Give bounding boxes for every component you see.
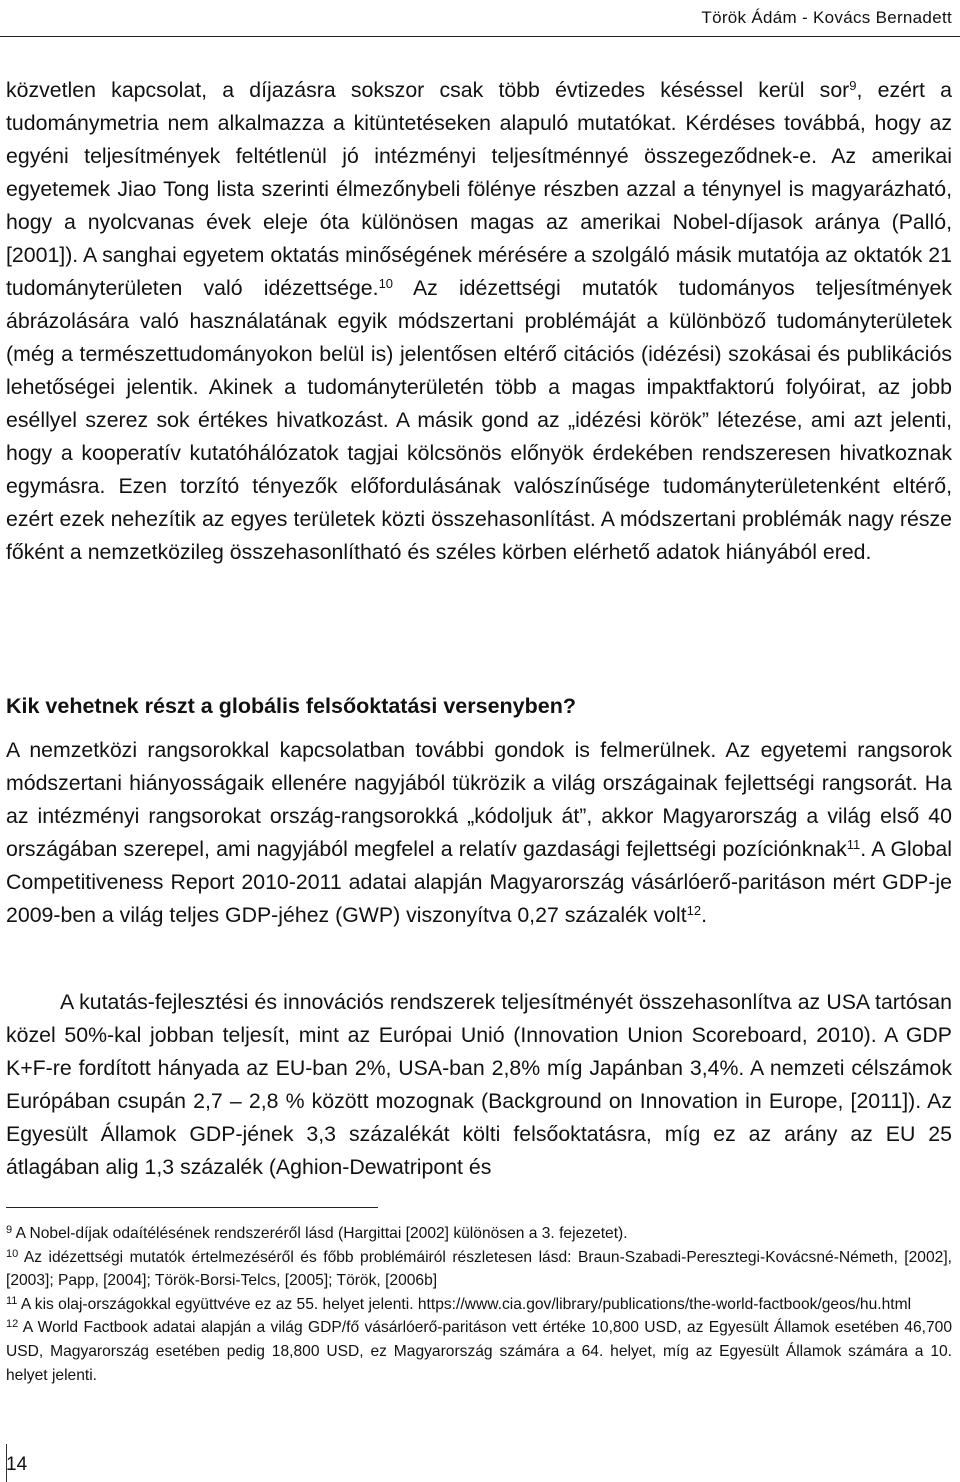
paragraph-text: , ezért a tudománymetria nem alkalmazza a kitüntetéseken alapuló mutatókat. Kérdéses továbbá, hogy az egyéni teljesítmények feltétlenül jó intézményi teljesítménnyé összegeződnek-e. Az amerikai egyetemek Jiao Tong lista szerinti élmezőnybeli fölénye részben azzal a ténynyel is magyarázható, hogy a nyolcvanas évek eleje óta különösen magas az amerikai Nobel-díjasok aránya (Palló, [2001]). A sanghai egyetem oktatás minőségének mérésére a szolgáló másik mutatója az oktatók 21 tudományterületen való idézettsége.: [6, 78, 952, 300]
footnote-number: 11: [6, 1294, 18, 1307]
footnote-text[interactable]: A kis olaj-országokkal együttvéve ez az 55. helyet jelenti. https://www.cia.gov/library/publications/the-world-factbook/geos/hu.html: [17, 1295, 912, 1313]
paragraph-text: . A Global Competitiveness Report 2010-2011 adatai alapján Magyarország vásárlóerő-paritáson mért GDP-je 2009-ben a világ teljes GDP-jéhez (GWP) viszonyítva 0,27 százalék volt: [6, 837, 953, 927]
footnote-number: 9: [6, 1224, 13, 1236]
footnote-ref-10[interactable]: 10: [378, 276, 394, 291]
body-paragraph-1: [6, 74, 952, 569]
footnote-ref-11[interactable]: 11: [846, 837, 861, 852]
page-number: 14: [6, 1454, 28, 1475]
footnote-9: [6, 1222, 952, 1246]
footnote-10: [6, 1246, 952, 1293]
section-heading: Kik vehetnek részt a globális felsőoktatási versenyben?: [6, 694, 576, 718]
paragraph-text: közvetlen kapcsolat, a díjazásra sokszor csak több évtizedes késéssel kerül sor: [6, 78, 850, 102]
paragraph-text: Az idézettségi mutatók tudományos teljesítmények ábrázolására való használatának egyik módszertani problémáját a különböző tudományterületek (még a természettudományokon belül is) jelentősen eltérő citációs (idézési) szokásai és publikációs lehetőségei jelentik. Akinek a tudományterületén több a magas impaktfaktorú folyóirat, az jobb eséllyel szerez sok értékes hivatkozást. A másik gond az „idézési körök” létezése, ami azt jelenti, hogy a kooperatív kutatóhálózatok tagjai kölcsönös előnyök érdekében rendszeresen hivatkoznak egymásra. Ezen torzító tényezők előfordulásának valószínűsége tudományterületenként eltérő, ezért ezek nehezítik az egyes területek közti összehasonlítást. A módszertani problémák nagy része főként a nemzetközileg összehasonlítható és széles körben elérhető adatok hiányából ered.: [6, 276, 952, 564]
footnote-text: A World Factbook adatai alapján a világ GDP/fő vásárlóerő-paritáson vett értéke 10,800 USD, az Egyesült Államok esetében 46,700 USD, Magyarország esetében pedig 18,800 USD, ez Magyarország számára a 64. helyet, míg az Egyesült Államok számára a 10. helyet jelenti.: [6, 1319, 952, 1384]
footnote-number: 12: [6, 1318, 19, 1331]
paragraph-text: A kutatás-fejlesztési és innovációs rendszerek teljesítményét összehasonlítva az USA tartósan közel 50%-kal jobban teljesít, mint az Európai Unió (Innovation Union Scoreboard, 2010). A GDP K+F-re fordított hányada az EU-ban 2%, USA-ban 2,8% míg Japánban 3,4%. A nemzeti célszámok Európában csupán 2,7 – 2,8 % között mozognak (Background on Innovation in Europe, [2011]). Az Egyesült Államok GDP-jének 3,3 százalékát költi felsőoktatásra, míg ez az arány az EU 25 átlagában alig 1,3 százalék (Aghion-Dewatripont és: [6, 990, 952, 1179]
body-paragraph-3: [6, 986, 952, 1184]
footnotes: [6, 1222, 952, 1387]
footnote-text: Az idézettségi mutatók értelmezéséről és főbb problémáiról részletesen lásd: Braun-Szabadi-Peresztegi-Kovácsné-Németh, [2002], [2003]; Papp, [2004]; Török-Borsi-Telcs, [2005]; Török, [2006b]: [6, 1248, 952, 1290]
footnote-number: 10: [6, 1247, 19, 1260]
paragraph-text: .: [701, 903, 708, 927]
footnote-ref-12[interactable]: 12: [686, 903, 702, 918]
footnote-11: [6, 1293, 952, 1317]
body-paragraph-2: [6, 734, 952, 932]
footnote-12: [6, 1316, 952, 1387]
paragraph-text: A nemzetközi rangsorokkal kapcsolatban további gondok is felmerülnek. Az egyetemi rangsorok módszertani hiányosságaik ellenére nagyjából tükrözik a világ országainak fejlettségi rangsorát. Ha az intézményi rangsorokat ország-rangsorokká „kódoljuk át”, akkor Magyarország a világ első 40 országában szerepel, ami nagyjából megfelel a relatív gazdasági fejlettségi pozíciónknak: [6, 738, 952, 861]
header-divider: [0, 36, 960, 37]
footnote-ref-9[interactable]: 9: [849, 78, 857, 93]
footnote-text: A Nobel-díjak odaítélésének rendszeréről lásd (Hargittai [2002] különösen a 3. fejezetet).: [12, 1225, 628, 1242]
footnote-divider: [6, 1207, 378, 1208]
running-header: Török Ádám - Kovács Bernadett: [701, 8, 952, 27]
